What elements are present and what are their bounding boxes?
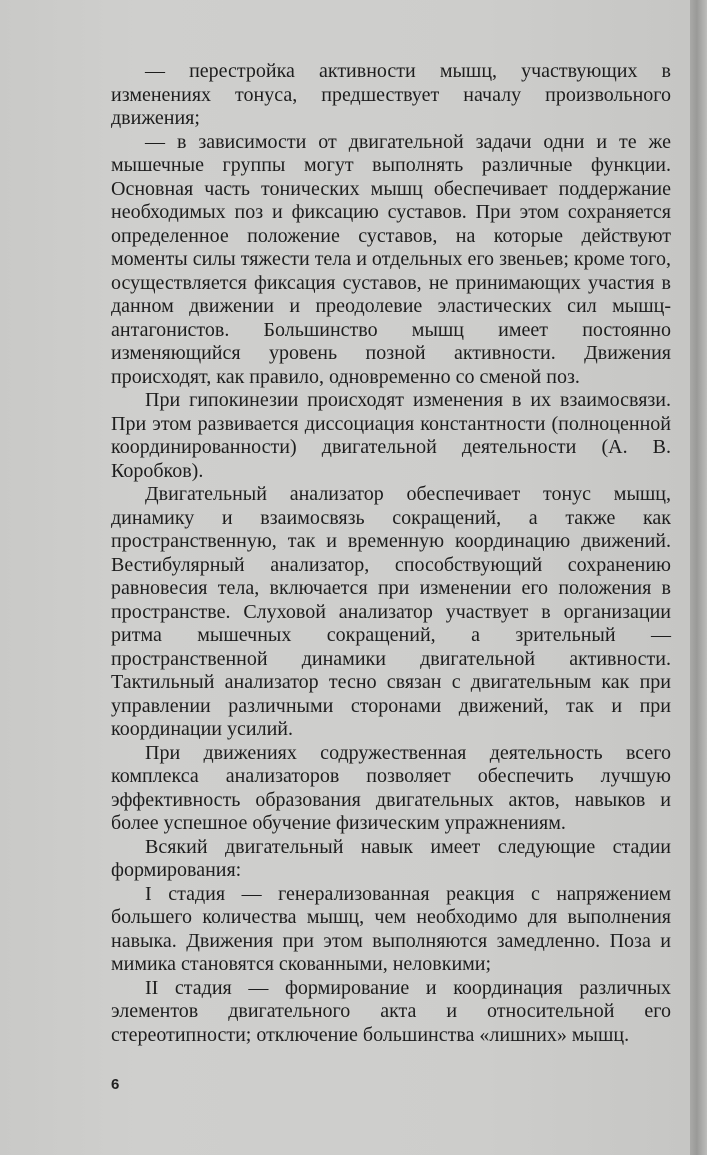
paragraph: Двигательный анализатор обеспечивает тонус мышц, динамику и взаимосвязь сокращений, а также как пространственную, так и временную координацию движений. Вестибулярный анализатор, способствующий сохранению равновесия тела, включается при изменении его положения в пространстве. Слуховой анализатор участвует в организации ритма мышечных сокращений, а зрительный — пространственной динамики двигательной активности. Тактильный анализатор тесно связан с двигательным как при управлении различными сторонами движений, так и при координации усилий. — [111, 483, 671, 740]
paragraph: — в зависимости от двигательной задачи одни и те же мышечные группы могут выполнять различные функции. Основная часть тонических мышц обеспечивает поддержание необходимых поз и фиксацию суставов. При этом сохраняется определенное положение суставов, на которые действуют моменты силы тяжести тела и отдельных его звеньев; кроме того, осуществляется фиксация суставов, не принимающих участия в данном движении и преодолевие эластических сил мышц-антагонистов. Большинство мышц имеет постоянно изменяющийся уровень позной активности. Движения происходят, как правило, одновременно со сменой поз. — [111, 130, 671, 388]
paragraph: II стадия — формирование и координация различных элементов двигательного акта и относительной его стереотипности; отключение большинства «лишних» мышц. — [111, 976, 671, 1046]
page-number: 6 — [111, 1076, 120, 1093]
body-text — [111, 60, 671, 1047]
paragraph: — перестройка активности мышц, участвующих в изменениях тонуса, предшествует началу произвольного движения; — [111, 60, 671, 129]
page-edge-shadow — [690, 0, 707, 1155]
paragraph: I стадия — генерализованная реакция с напряжением большего количества мышц, чем необходимо для выполнения навыка. Движения при этом выполняются замедленно. Поза и мимика становятся скованными, неловкими; — [111, 882, 671, 975]
paragraph: Всякий двигательный навык имеет следующие стадии формирования: — [111, 835, 671, 881]
paragraph: При гипокинезии происходят изменения в их взаимосвязи. При этом развивается диссоциация константности (полноценной координированности) двигательной деятельности (А. В. Коробков). — [111, 389, 671, 482]
paragraph: При движениях содружественная деятельность всего комплекса анализаторов позволяет обеспечить лучшую эффективность образования двигательных актов, навыков и более успешное обучение физическим упражнениям. — [111, 741, 671, 834]
